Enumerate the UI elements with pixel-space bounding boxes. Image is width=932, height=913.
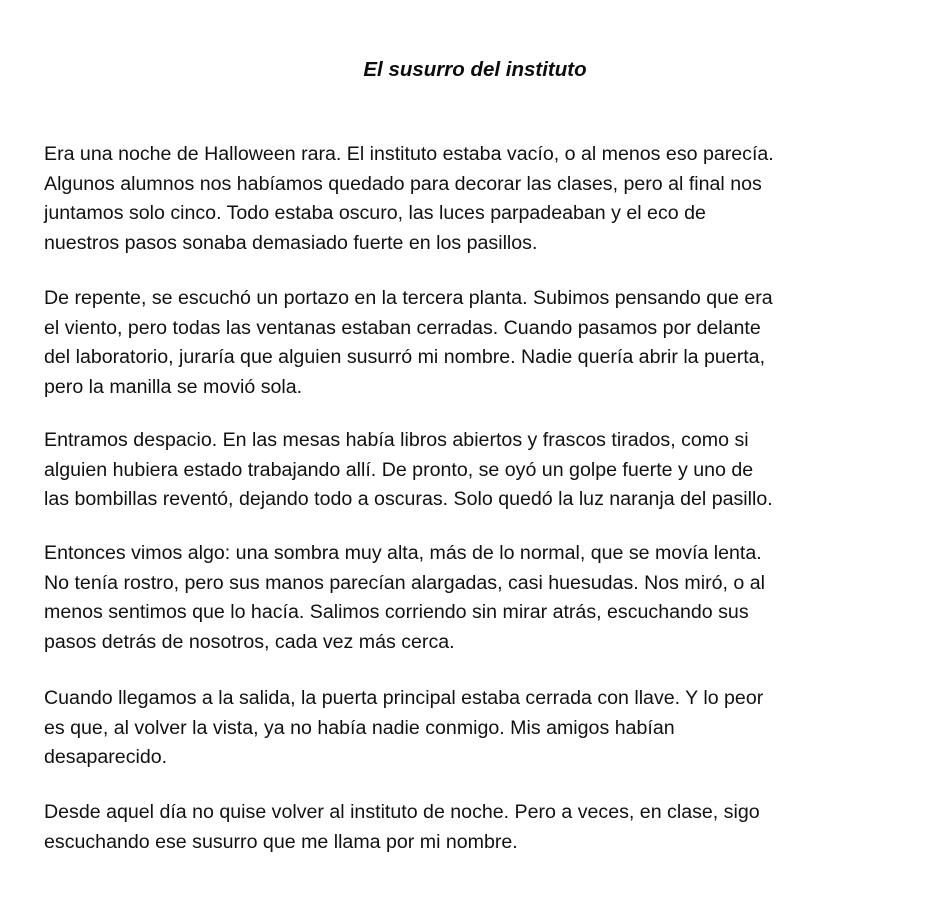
paragraph-line: pasos detrás de nosotros, cada vez más cerca. <box>44 630 455 653</box>
paragraph-2 <box>44 284 773 402</box>
paragraph-line: las bombillas reventó, dejando todo a oscuras. Solo quedó la luz naranja del pasillo. <box>44 488 773 511</box>
paragraph-line: juntamos solo cinco. Todo estaba oscuro, las luces parpadeaban y el eco de <box>44 202 706 225</box>
paragraph-line: Era una noche de Halloween rara. El instituto estaba vacío, o al menos eso parecía. <box>44 143 774 165</box>
paragraph-line: Desde aquel día no quise volver al instituto de noche. Pero a veces, en clase, sigo <box>44 801 760 823</box>
paragraph-line: es que, al volver la vista, ya no había nadie conmigo. Mis amigos habían <box>44 716 675 739</box>
paragraph-4 <box>44 539 765 657</box>
paragraph-line: el viento, pero todas las ventanas estaban cerradas. Cuando pasamos por delante <box>44 316 761 339</box>
paragraph-1 <box>44 140 774 258</box>
paragraph-line: del laboratorio, juraría que alguien susurró mi nombre. Nadie quería abrir la puerta, <box>44 346 766 369</box>
paragraph-3 <box>44 426 773 515</box>
paragraph-line: alguien hubiera estado trabajando allí. De pronto, se oyó un golpe fuerte y uno de <box>44 458 754 481</box>
paragraph-6 <box>44 798 760 857</box>
paragraph-line: Algunos alumnos nos habíamos quedado para decorar las clases, pero al final nos <box>44 172 762 195</box>
paragraph-line: No tenía rostro, pero sus manos parecían alargadas, casi huesudas. Nos miró, o al <box>44 571 765 594</box>
paragraph-line: De repente, se escuchó un portazo en la tercera planta. Subimos pensando que era <box>44 287 773 309</box>
document-title: El susurro del instituto <box>363 58 587 81</box>
paragraph-line: escuchando ese susurro que me llama por mi nombre. <box>44 830 518 853</box>
paragraph-line: desaparecido. <box>44 746 168 769</box>
paragraph-5 <box>44 684 763 773</box>
paragraph-line: Entramos despacio. En las mesas había libros abiertos y frascos tirados, como si <box>44 429 749 451</box>
paragraph-line: Cuando llegamos a la salida, la puerta principal estaba cerrada con llave. Y lo peor <box>44 687 764 709</box>
paragraph-line: Entonces vimos algo: una sombra muy alta, más de lo normal, que se movía lenta. <box>44 542 762 564</box>
paragraph-line: nuestros pasos sonaba demasiado fuerte en los pasillos. <box>44 231 538 254</box>
paragraph-line: pero la manilla se movió sola. <box>44 375 303 398</box>
paragraph-line: menos sentimos que lo hacía. Salimos corriendo sin mirar atrás, escuchando sus <box>44 601 749 624</box>
